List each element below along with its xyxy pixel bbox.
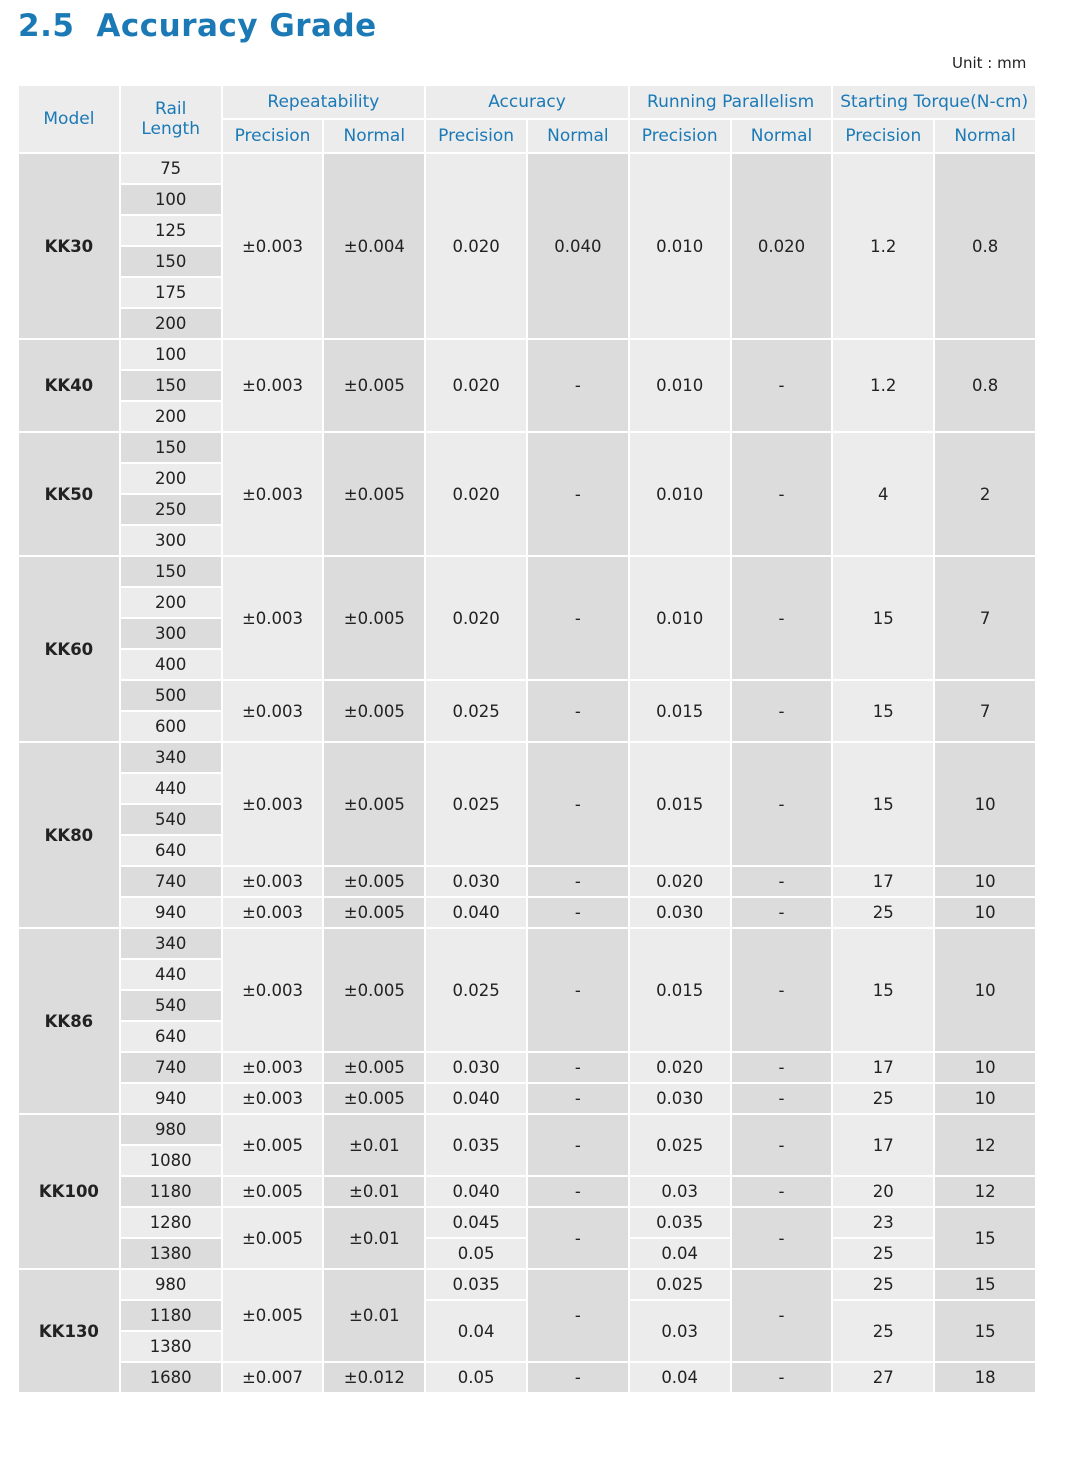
value-cell: 0.020 xyxy=(425,556,527,680)
value-cell: 0.020 xyxy=(425,432,527,556)
value-cell: 0.05 xyxy=(425,1362,527,1393)
value-cell: ±0.005 xyxy=(323,1083,425,1114)
value-cell: 25 xyxy=(832,897,934,928)
model-cell: KK50 xyxy=(18,432,120,556)
table-row xyxy=(18,928,1036,959)
value-cell: ±0.003 xyxy=(222,928,324,1052)
value-cell: 25 xyxy=(832,1300,934,1362)
rail-length-cell: 200 xyxy=(120,587,222,618)
value-cell: 18 xyxy=(934,1362,1036,1393)
value-cell: 0.030 xyxy=(629,1083,731,1114)
value-cell: 7 xyxy=(934,556,1036,680)
rail-length-cell: 150 xyxy=(120,246,222,277)
table-row xyxy=(18,1176,1036,1207)
rail-length-cell: 400 xyxy=(120,649,222,680)
value-cell: 0.020 xyxy=(425,339,527,432)
value-cell: - xyxy=(731,742,833,866)
value-cell: ±0.01 xyxy=(323,1114,425,1176)
value-cell: 0.020 xyxy=(629,1052,731,1083)
value-cell: 1.2 xyxy=(832,339,934,432)
section-title xyxy=(18,2,377,50)
table-row xyxy=(18,1269,1036,1300)
value-cell: - xyxy=(731,866,833,897)
rail-length-cell: 150 xyxy=(120,370,222,401)
value-cell: 25 xyxy=(832,1238,934,1269)
model-cell: KK86 xyxy=(18,928,120,1114)
value-cell: - xyxy=(527,928,629,1052)
value-cell: 7 xyxy=(934,680,1036,742)
rail-length-cell: 150 xyxy=(120,556,222,587)
value-cell: 0.025 xyxy=(425,742,527,866)
value-cell: 0.040 xyxy=(425,1176,527,1207)
header-precision: Precision xyxy=(425,119,527,153)
rail-length-cell: 940 xyxy=(120,1083,222,1114)
value-cell: 0.03 xyxy=(629,1300,731,1362)
value-cell: ±0.003 xyxy=(222,1083,324,1114)
value-cell: 0.040 xyxy=(425,1083,527,1114)
table-row xyxy=(18,1083,1036,1114)
value-cell: 0.020 xyxy=(425,153,527,339)
header-normal: Normal xyxy=(934,119,1036,153)
value-cell: 10 xyxy=(934,897,1036,928)
rail-length-cell: 200 xyxy=(120,463,222,494)
value-cell: - xyxy=(527,1083,629,1114)
value-cell: 15 xyxy=(934,1300,1036,1362)
value-cell: 0.025 xyxy=(425,928,527,1052)
value-cell: 15 xyxy=(832,742,934,866)
rail-length-cell: 300 xyxy=(120,618,222,649)
value-cell: ±0.003 xyxy=(222,897,324,928)
value-cell: 10 xyxy=(934,1052,1036,1083)
value-cell: 0.015 xyxy=(629,928,731,1052)
value-cell: - xyxy=(731,432,833,556)
table-row xyxy=(18,1362,1036,1393)
rail-length-cell: 540 xyxy=(120,804,222,835)
value-cell: ±0.003 xyxy=(222,866,324,897)
value-cell: ±0.007 xyxy=(222,1362,324,1393)
model-cell: KK60 xyxy=(18,556,120,742)
table-body xyxy=(18,153,1036,1393)
value-cell: - xyxy=(731,1207,833,1269)
value-cell: 0.010 xyxy=(629,556,731,680)
header-normal: Normal xyxy=(731,119,833,153)
value-cell: ±0.005 xyxy=(323,1052,425,1083)
value-cell: ±0.01 xyxy=(323,1176,425,1207)
value-cell: 0.035 xyxy=(629,1207,731,1238)
value-cell: ±0.012 xyxy=(323,1362,425,1393)
rail-length-cell: 440 xyxy=(120,959,222,990)
value-cell: 20 xyxy=(832,1176,934,1207)
rail-length-cell: 740 xyxy=(120,866,222,897)
value-cell: 0.05 xyxy=(425,1238,527,1269)
value-cell: - xyxy=(731,1176,833,1207)
value-cell: - xyxy=(731,1114,833,1176)
table-row xyxy=(18,1052,1036,1083)
value-cell: 0.8 xyxy=(934,153,1036,339)
value-cell: 0.030 xyxy=(425,866,527,897)
value-cell: ±0.005 xyxy=(323,742,425,866)
header-running-parallelism: Running Parallelism xyxy=(629,85,833,119)
value-cell: 4 xyxy=(832,432,934,556)
value-cell: 10 xyxy=(934,1083,1036,1114)
rail-length-cell: 980 xyxy=(120,1114,222,1145)
value-cell: 0.020 xyxy=(629,866,731,897)
rail-length-cell: 1380 xyxy=(120,1238,222,1269)
value-cell: ±0.005 xyxy=(222,1207,324,1269)
value-cell: 12 xyxy=(934,1114,1036,1176)
rail-length-cell: 1280 xyxy=(120,1207,222,1238)
value-cell: - xyxy=(527,1269,629,1362)
value-cell: 0.035 xyxy=(425,1114,527,1176)
rail-length-cell: 1680 xyxy=(120,1362,222,1393)
model-cell: KK130 xyxy=(18,1269,120,1393)
rail-length-cell: 540 xyxy=(120,990,222,1021)
value-cell: 17 xyxy=(832,1052,934,1083)
table-row xyxy=(18,1114,1036,1145)
value-cell: 15 xyxy=(934,1207,1036,1269)
header-rail-length xyxy=(120,85,222,153)
model-cell: KK100 xyxy=(18,1114,120,1269)
rail-length-cell: 940 xyxy=(120,897,222,928)
value-cell: 0.04 xyxy=(629,1362,731,1393)
rail-length-cell: 200 xyxy=(120,308,222,339)
table-header xyxy=(18,85,1036,153)
header-model: Model xyxy=(18,85,120,153)
rail-length-cell: 340 xyxy=(120,742,222,773)
value-cell: - xyxy=(527,1052,629,1083)
value-cell: ±0.003 xyxy=(222,680,324,742)
value-cell: - xyxy=(527,556,629,680)
rail-length-cell: 150 xyxy=(120,432,222,463)
rail-length-cell: 1380 xyxy=(120,1331,222,1362)
value-cell: ±0.01 xyxy=(323,1207,425,1269)
rail-length-cell: 340 xyxy=(120,928,222,959)
value-cell: ±0.005 xyxy=(323,928,425,1052)
value-cell: 0.035 xyxy=(425,1269,527,1300)
value-cell: - xyxy=(527,1114,629,1176)
value-cell: ±0.005 xyxy=(323,866,425,897)
rail-length-cell: 640 xyxy=(120,1021,222,1052)
rail-length-cell: 640 xyxy=(120,835,222,866)
rail-length-cell: 740 xyxy=(120,1052,222,1083)
value-cell: - xyxy=(527,742,629,866)
rail-length-cell: 250 xyxy=(120,494,222,525)
value-cell: - xyxy=(527,680,629,742)
value-cell: ±0.005 xyxy=(323,680,425,742)
rail-length-cell: 980 xyxy=(120,1269,222,1300)
rail-length-cell: 75 xyxy=(120,153,222,184)
section-number: 2.5 xyxy=(18,8,75,44)
table-row xyxy=(18,866,1036,897)
rail-length-cell: 200 xyxy=(120,401,222,432)
value-cell: - xyxy=(527,1176,629,1207)
model-cell: KK40 xyxy=(18,339,120,432)
value-cell: - xyxy=(527,432,629,556)
value-cell: - xyxy=(731,339,833,432)
value-cell: 0.04 xyxy=(629,1238,731,1269)
section-heading: Accuracy Grade xyxy=(96,8,377,44)
header-repeatability: Repeatability xyxy=(222,85,426,119)
value-cell: - xyxy=(731,1269,833,1362)
value-cell: 0.010 xyxy=(629,432,731,556)
value-cell: 15 xyxy=(832,680,934,742)
value-cell: 0.045 xyxy=(425,1207,527,1238)
value-cell: ±0.005 xyxy=(323,339,425,432)
value-cell: - xyxy=(731,1083,833,1114)
rail-length-cell: 1180 xyxy=(120,1176,222,1207)
accuracy-grade-table xyxy=(17,84,1037,1394)
value-cell: ±0.004 xyxy=(323,153,425,339)
value-cell: - xyxy=(731,1052,833,1083)
value-cell: - xyxy=(527,1362,629,1393)
value-cell: 0.040 xyxy=(527,153,629,339)
value-cell: ±0.005 xyxy=(222,1114,324,1176)
rail-length-cell: 175 xyxy=(120,277,222,308)
value-cell: 2 xyxy=(934,432,1036,556)
rail-length-cell: 1080 xyxy=(120,1145,222,1176)
rail-length-cell: 300 xyxy=(120,525,222,556)
value-cell: 0.015 xyxy=(629,742,731,866)
value-cell: ±0.005 xyxy=(323,897,425,928)
header-precision: Precision xyxy=(222,119,324,153)
value-cell: 15 xyxy=(934,1269,1036,1300)
value-cell: - xyxy=(527,1207,629,1269)
table-row xyxy=(18,1207,1036,1238)
value-cell: - xyxy=(731,680,833,742)
value-cell: 10 xyxy=(934,866,1036,897)
value-cell: 25 xyxy=(832,1269,934,1300)
model-cell: KK30 xyxy=(18,153,120,339)
value-cell: ±0.005 xyxy=(323,556,425,680)
value-cell: 0.03 xyxy=(629,1176,731,1207)
table-row xyxy=(18,742,1036,773)
value-cell: - xyxy=(527,897,629,928)
rail-length-cell: 100 xyxy=(120,339,222,370)
value-cell: - xyxy=(731,928,833,1052)
header-precision: Precision xyxy=(832,119,934,153)
unit-label: Unit : mm xyxy=(952,54,1027,72)
value-cell: 0.04 xyxy=(425,1300,527,1362)
table-row xyxy=(18,897,1036,928)
value-cell: 17 xyxy=(832,866,934,897)
rail-length-cell: 440 xyxy=(120,773,222,804)
table-row xyxy=(18,153,1036,184)
value-cell: - xyxy=(731,897,833,928)
header-normal: Normal xyxy=(323,119,425,153)
value-cell: 27 xyxy=(832,1362,934,1393)
table-row xyxy=(18,556,1036,587)
value-cell: 0.040 xyxy=(425,897,527,928)
value-cell: 10 xyxy=(934,742,1036,866)
value-cell: ±0.005 xyxy=(222,1269,324,1362)
header-rail-length-text: Rail Length xyxy=(141,99,200,139)
value-cell: 0.025 xyxy=(425,680,527,742)
value-cell: 1.2 xyxy=(832,153,934,339)
value-cell: ±0.003 xyxy=(222,1052,324,1083)
value-cell: - xyxy=(731,1362,833,1393)
value-cell: 17 xyxy=(832,1114,934,1176)
value-cell: 15 xyxy=(832,928,934,1052)
header-starting-torque: Starting Torque(N-cm) xyxy=(832,85,1036,119)
value-cell: ±0.003 xyxy=(222,153,324,339)
rail-length-cell: 100 xyxy=(120,184,222,215)
value-cell: 25 xyxy=(832,1083,934,1114)
value-cell: 0.010 xyxy=(629,153,731,339)
rail-length-cell: 1180 xyxy=(120,1300,222,1331)
value-cell: 0.010 xyxy=(629,339,731,432)
rail-length-cell: 600 xyxy=(120,711,222,742)
header-normal: Normal xyxy=(527,119,629,153)
value-cell: 12 xyxy=(934,1176,1036,1207)
value-cell: 0.025 xyxy=(629,1269,731,1300)
value-cell: 15 xyxy=(832,556,934,680)
value-cell: - xyxy=(527,866,629,897)
table-row xyxy=(18,680,1036,711)
value-cell: ±0.01 xyxy=(323,1269,425,1362)
value-cell: ±0.003 xyxy=(222,339,324,432)
value-cell: ±0.003 xyxy=(222,556,324,680)
value-cell: 0.8 xyxy=(934,339,1036,432)
rail-length-cell: 500 xyxy=(120,680,222,711)
value-cell: ±0.005 xyxy=(222,1176,324,1207)
header-accuracy: Accuracy xyxy=(425,85,629,119)
value-cell: 0.030 xyxy=(425,1052,527,1083)
value-cell: 0.015 xyxy=(629,680,731,742)
value-cell: - xyxy=(731,556,833,680)
value-cell: 0.020 xyxy=(731,153,833,339)
header-precision: Precision xyxy=(629,119,731,153)
rail-length-cell: 125 xyxy=(120,215,222,246)
table-row xyxy=(18,432,1036,463)
value-cell: 0.025 xyxy=(629,1114,731,1176)
value-cell: 10 xyxy=(934,928,1036,1052)
value-cell: ±0.005 xyxy=(323,432,425,556)
value-cell: - xyxy=(527,339,629,432)
value-cell: 0.030 xyxy=(629,897,731,928)
value-cell: ±0.003 xyxy=(222,742,324,866)
table-row xyxy=(18,339,1036,370)
value-cell: ±0.003 xyxy=(222,432,324,556)
model-cell: KK80 xyxy=(18,742,120,928)
value-cell: 23 xyxy=(832,1207,934,1238)
